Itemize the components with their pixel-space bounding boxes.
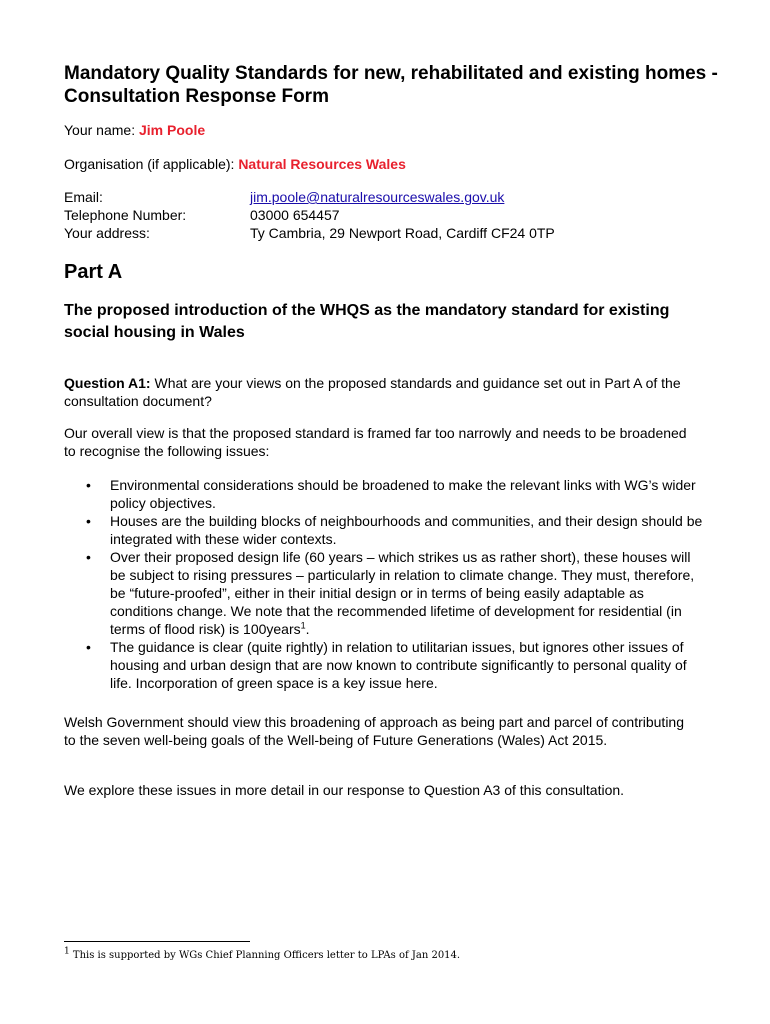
document-title: Mandatory Quality Standards for new, rehabilitated and existing homes - Consultation Response Form [64,63,718,107]
bullet-icon: • [86,513,91,529]
question-label: Question A1: [64,375,151,391]
telephone-label: Telephone Number: [64,207,187,223]
name-label: Your name: [64,122,136,138]
intro-paragraph: Our overall view is that the proposed standard is framed far too narrowly and needs to be broadened to recognise the following issues: [64,425,687,459]
list-item: • Environmental considerations should be broadened to make the relevant links with WG’s wider policy objectives. [86,477,696,511]
bullet-icon: • [86,477,91,493]
organisation-label: Organisation (if applicable): [64,156,235,172]
bullet-icon: • [86,549,91,565]
footnote-number: 1 [64,946,70,957]
part-heading: Part A [64,261,123,283]
organisation-line [64,155,406,173]
list-item: • Over their proposed design life (60 years – which strikes us as rather short), these houses will be subject to rising pressures – particularly in relation to climate change. They must, therefore, be “future-proofed”, either in their initial design or in terms of being easily adaptable as conditions change. We note that the recommended lifetime of development for residential (in terms of flood risk) is 100years$^1$. [86,549,695,637]
email-row [64,188,724,206]
list-item: • Houses are the building blocks of neighbourhoods and communities, and their design should be integrated with these wider contexts. [86,513,703,547]
email-label: Email: [64,189,103,205]
email-link[interactable]: jim.poole@naturalresourceswales.gov.uk [250,189,505,205]
bullet-icon: • [86,639,91,655]
paragraph-explore: We explore these issues in more detail in our response to Question A3 of this consultation. [64,782,625,798]
question-a1 [64,374,704,410]
name-value: Jim Poole [138,122,206,138]
paragraph-wellbeing: Welsh Government should view this broadening of approach as being part and parcel of contributing to the seven well-being goals of the Well-being of Future Generations (Wales) Act 2015. [64,714,685,748]
footnote-text: This is supported by WGs Chief Planning Officers letter to LPAs of Jan 2014. [72,950,461,961]
footnote [64,946,461,963]
contact-details [64,188,724,242]
address-row [64,224,724,242]
footnote-divider [64,941,250,942]
telephone-row [64,206,724,224]
issues-list [64,476,704,692]
address-label: Your address: [64,225,150,241]
name-line [64,121,205,139]
footnote-reference[interactable]: 1 [300,620,306,631]
organisation-value: Natural Resources Wales [238,156,406,172]
section-title: The proposed introduction of the WHQS as the mandatory standard for existing social housing in Wales [64,302,670,341]
question-text: What are your views on the proposed standards and guidance set out in Part A of the consultation document? [64,375,681,409]
address-value: Ty Cambria, 29 Newport Road, Cardiff CF24 0TP [250,225,555,241]
telephone-value: 03000 654457 [250,207,340,223]
list-item: • The guidance is clear (quite rightly) in relation to utilitarian issues, but ignores other issues of housing and urban design that are now known to contribute significantly to personal quality of life. Incorporation of green space is a key issue here. [86,639,687,691]
